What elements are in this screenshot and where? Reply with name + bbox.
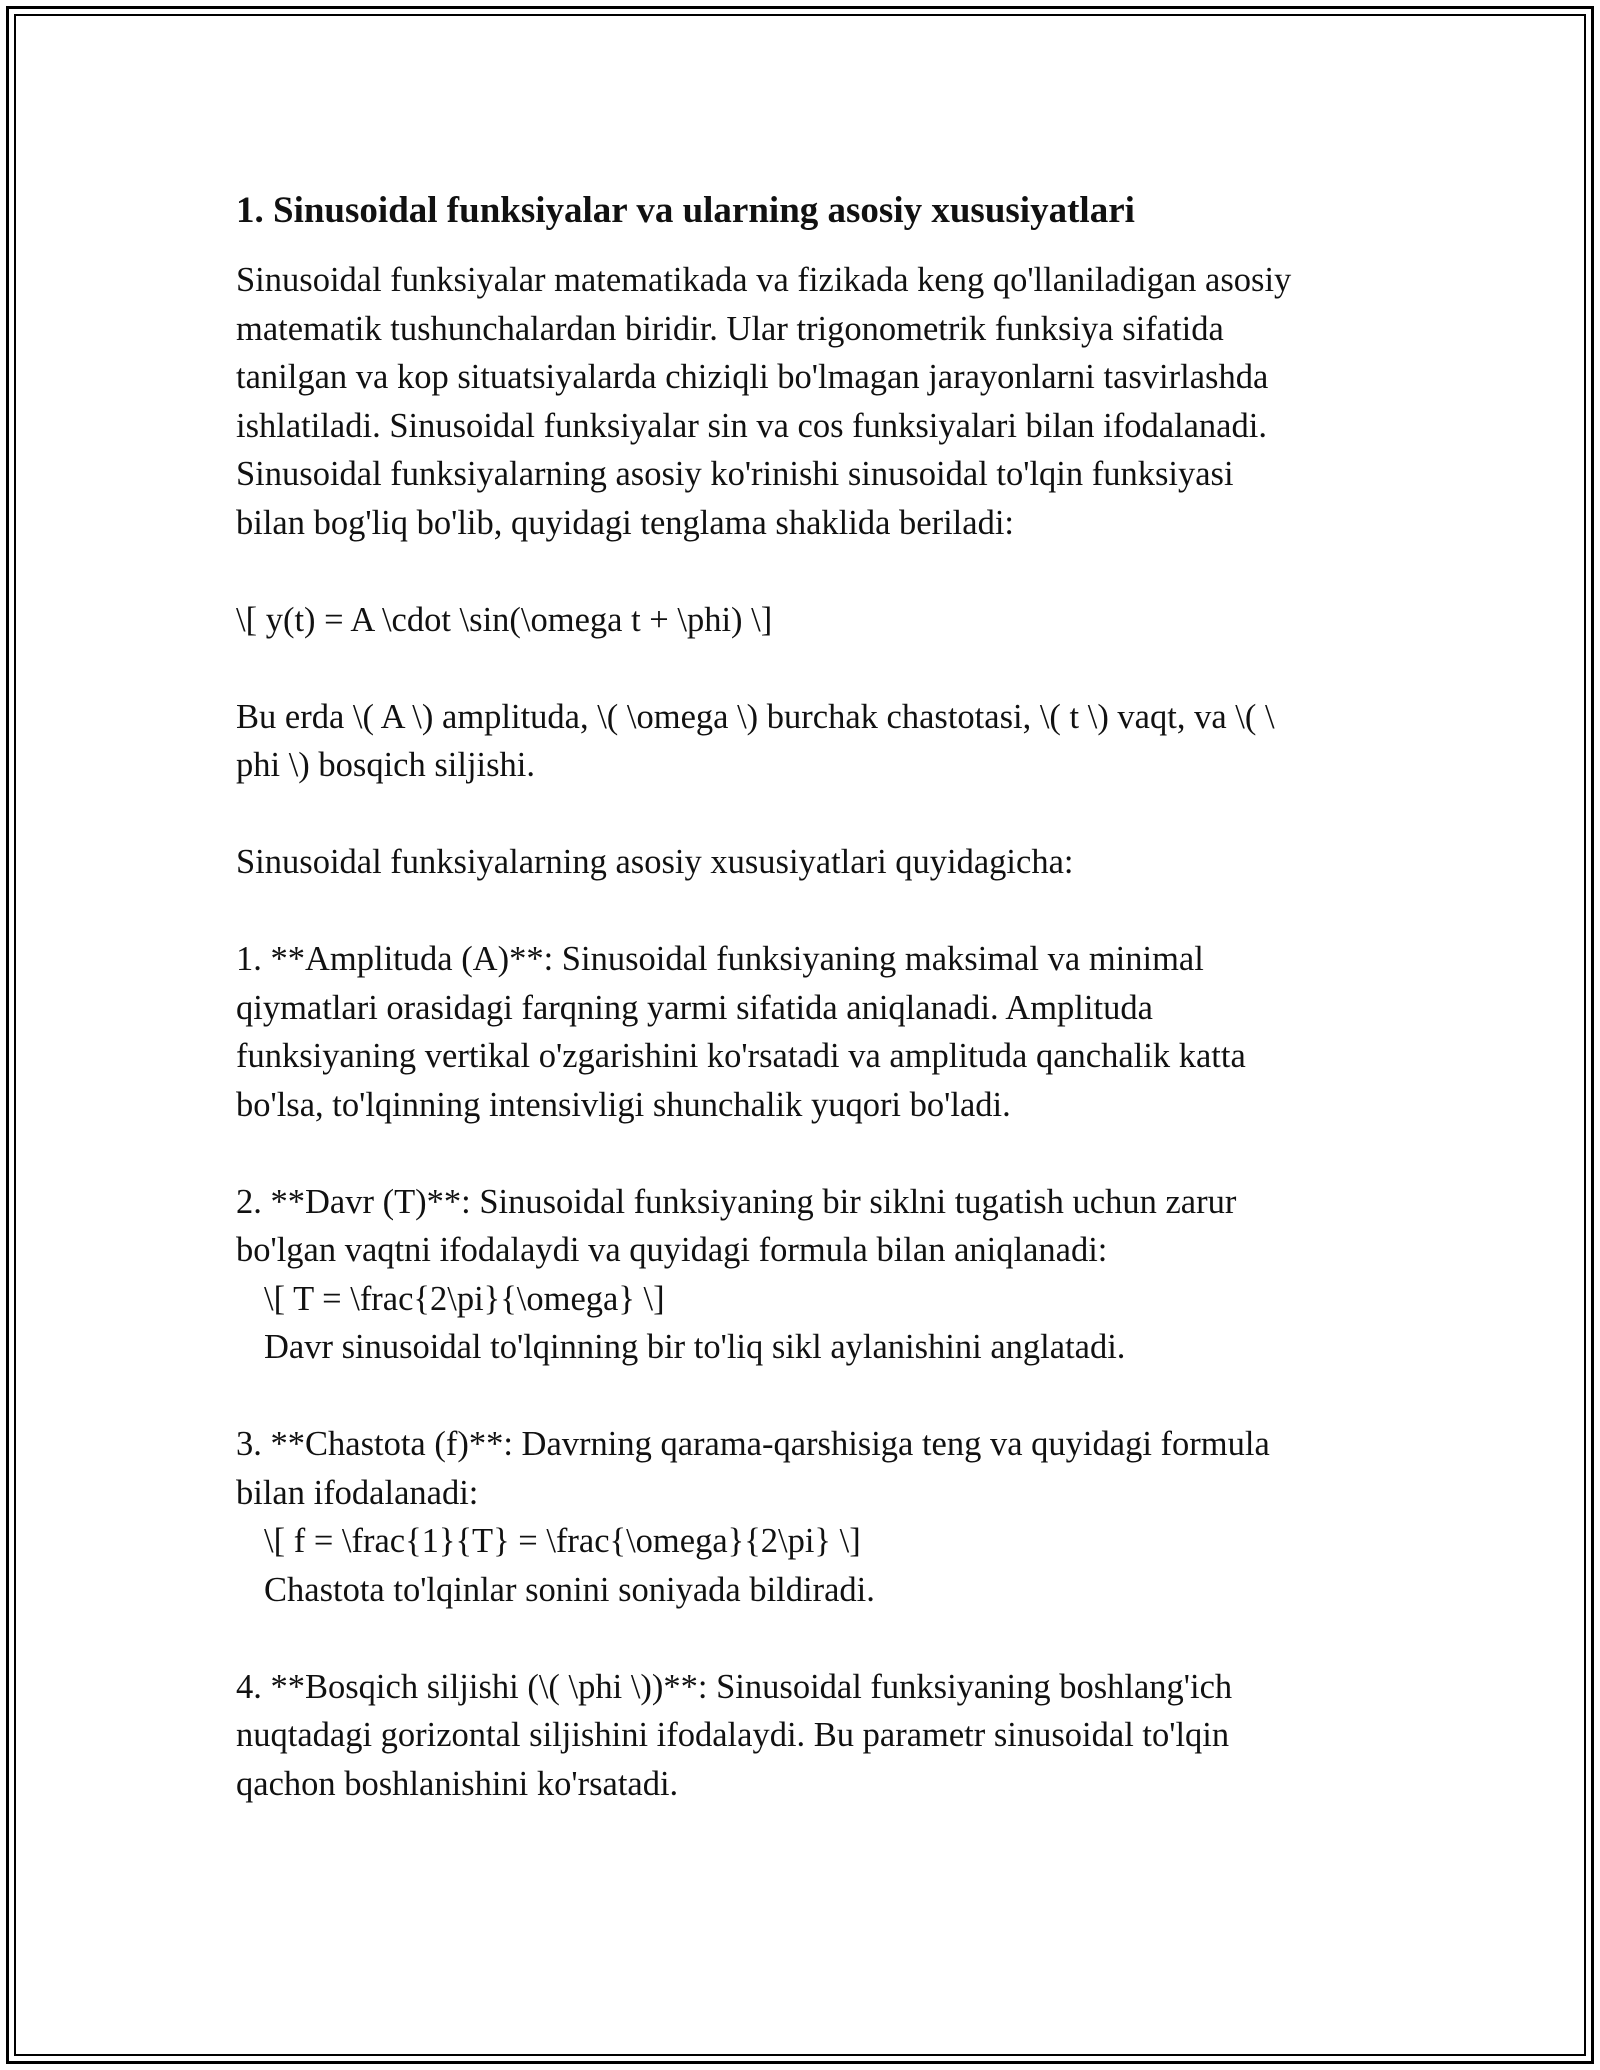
- paragraph-gap: [236, 1129, 1366, 1178]
- text-line: 2. **Davr (T)**: Sinusoidal funksiyaning bir siklni tugatish uchun zarur: [236, 1182, 1237, 1221]
- text-line: nuqtadagi gorizontal siljishini ifodalaydi. Bu parametr sinusoidal to'lqin: [236, 1716, 1230, 1754]
- document-page: [236, 186, 1366, 1808]
- list-item-period: [236, 1178, 1366, 1372]
- paragraph-gap: [236, 644, 1366, 693]
- frequency-formula: \[ f = \frac{1}{T} = \frac{\omega}{2\pi} \]: [264, 1522, 861, 1560]
- text-line: tanilgan va kop situatsiyalarda chiziqli bo'lmagan jarayonlarni tasvirlashda: [236, 358, 1269, 396]
- list-item-phase-shift: [236, 1663, 1366, 1809]
- list-item-frequency: [236, 1420, 1366, 1614]
- section-heading: 1. Sinusoidal funksiyalar va ularning asosiy xususiyatlari: [236, 190, 1135, 231]
- period-note: Davr sinusoidal to'lqinning bir to'liq sikl aylanishini anglatadi.: [264, 1328, 1126, 1366]
- text-line: Sinusoidal funksiyalarning asosiy ko'rinishi sinusoidal to'lqin funksiyasi: [236, 455, 1234, 493]
- properties-intro: Sinusoidal funksiyalarning asosiy xususiyatlari quyidagicha:: [236, 843, 1074, 881]
- paragraph-gap: [236, 1372, 1366, 1421]
- text-line: Sinusoidal funksiyalar matematikada va fizikada keng qo'llaniladigan asosiy: [236, 261, 1292, 299]
- paragraph-gap: [236, 887, 1366, 936]
- text-line: bilan ifodalanadi:: [236, 1473, 479, 1512]
- frequency-note: Chastota to'lqinlar sonini soniyada bildiradi.: [264, 1570, 875, 1609]
- text-line: Bu erda \( A \) amplituda, \( \omega \) burchak chastotasi, \( t \) vaqt, va \( \: [236, 697, 1275, 736]
- text-line: qachon boshlanishini ko'rsatadi.: [236, 1764, 679, 1803]
- text-line: bilan bog'liq bo'lib, quyidagi tenglama shaklida beriladi:: [236, 503, 1014, 542]
- text-line: ishlatiladi. Sinusoidal funksiyalar sin va cos funksiyalari bilan ifodalanadi.: [236, 406, 1267, 445]
- paragraph-gap: [236, 1614, 1366, 1663]
- text-line: 3. **Chastota (f)**: Davrning qarama-qarshisiga teng va quyidagi formula: [236, 1425, 1270, 1463]
- paragraph-gap: [236, 547, 1366, 596]
- intro-paragraph: [236, 256, 1366, 547]
- text-line: matematik tushunchalardan biridir. Ular trigonometrik funksiya sifatida: [236, 309, 1224, 348]
- text-line: 4. **Bosqich siljishi (\( \phi \))**: Sinusoidal funksiyaning boshlang'ich: [236, 1667, 1233, 1706]
- text-line: bo'lgan vaqtni ifodalaydi va quyidagi formula bilan aniqlanadi:: [236, 1231, 1108, 1269]
- text-line: phi \) bosqich siljishi.: [236, 746, 536, 784]
- text-line: funksiyaning vertikal o'zgarishini ko'rsatadi va amplituda qanchalik katta: [236, 1037, 1246, 1075]
- explanation-paragraph: [236, 693, 1366, 790]
- list-item-amplitude: [236, 935, 1366, 1129]
- period-formula: \[ T = \frac{2\pi}{\omega} \]: [264, 1279, 665, 1318]
- text-line: qiymatlari orasidagi farqning yarmi sifatida aniqlanadi. Amplituda: [236, 988, 1153, 1027]
- text-line: bo'lsa, to'lqinning intensivligi shunchalik yuqori bo'ladi.: [236, 1085, 1011, 1124]
- main-formula: \[ y(t) = A \cdot \sin(\omega t + \phi) \]: [236, 600, 773, 639]
- paragraph-gap: [236, 790, 1366, 839]
- text-line: 1. **Amplituda (A)**: Sinusoidal funksiyaning maksimal va minimal: [236, 940, 1204, 978]
